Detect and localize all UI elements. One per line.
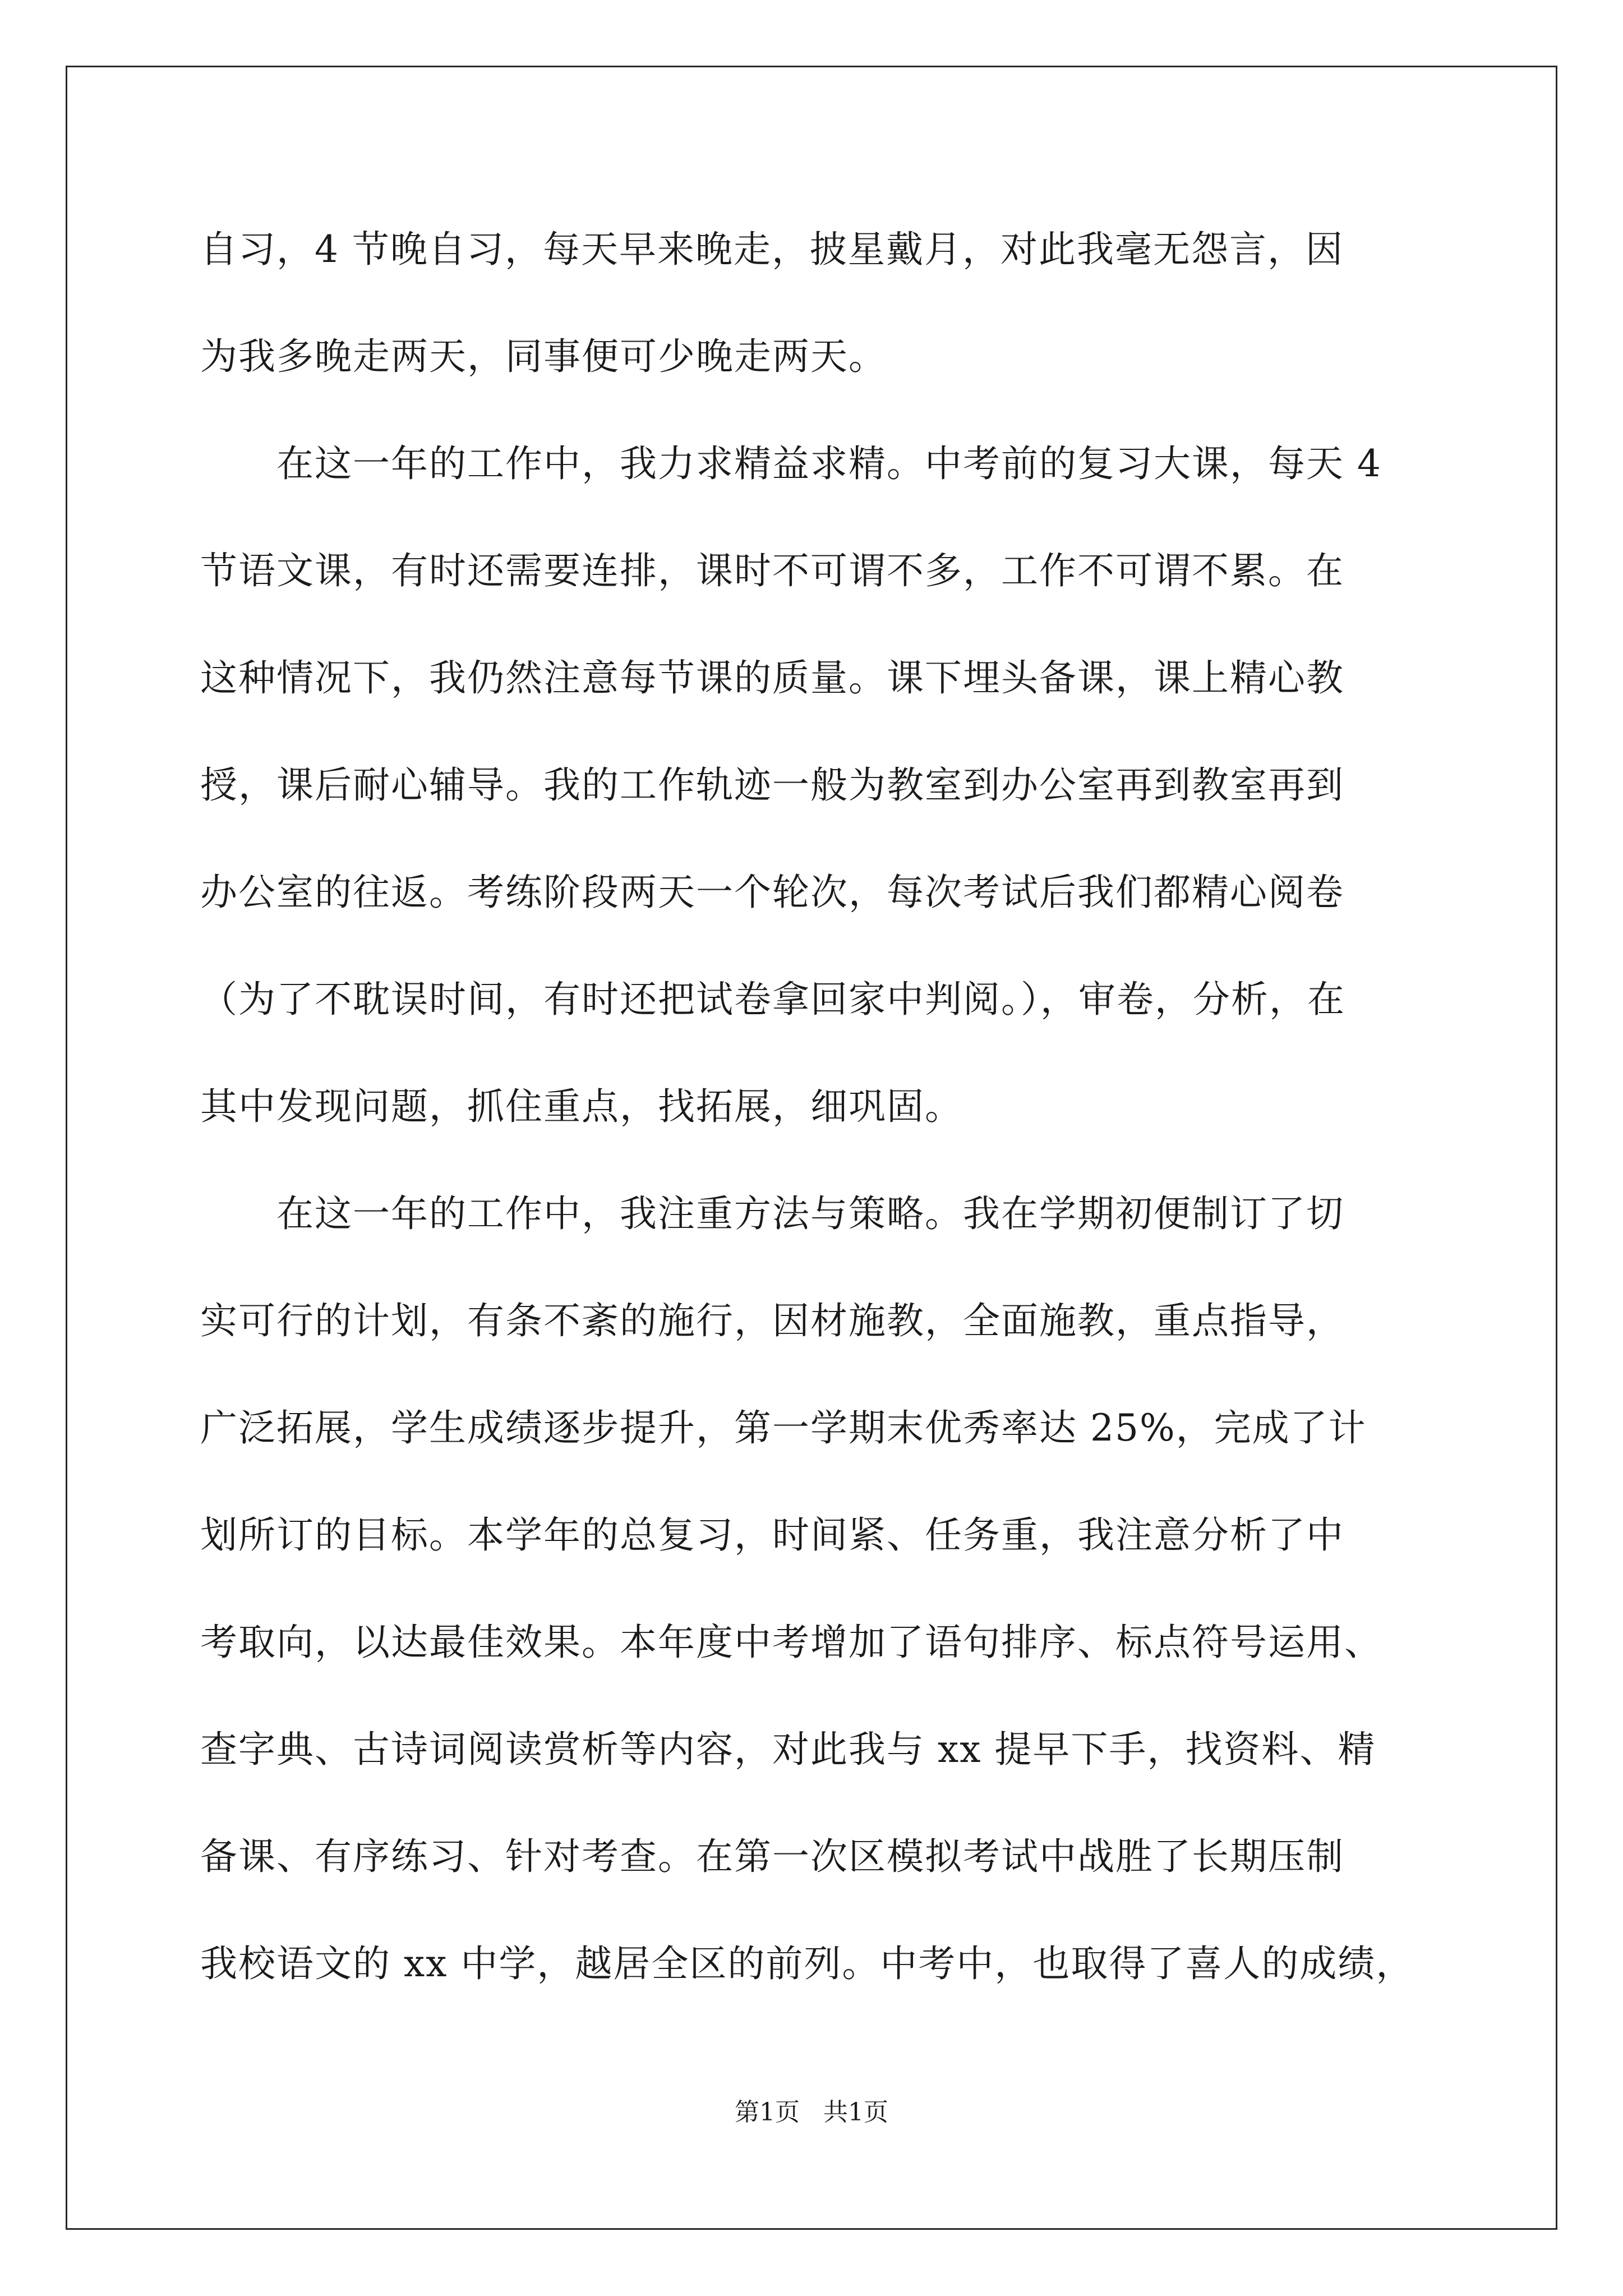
text-line: 在这一年的工作中，我力求精益求精。中考前的复习大课，每天 4 [200, 442, 1382, 485]
text-line: 授，课后耐心辅导。我的工作轨迹一般为教室到办公室再到教室再到 [200, 763, 1344, 807]
text-line: 在这一年的工作中，我注重方法与策略。我在学期初便制订了切 [200, 1192, 1344, 1235]
text-line: 备课、有序练习、针对考查。在第一次区模拟考试中战胜了长期压制 [200, 1835, 1344, 1878]
text-line: 我校语文的 xx 中学，越居全区的前列。中考中，也取得了喜人的成绩， [200, 1942, 1414, 1985]
text-line: （为了不耽误时间，有时还把试卷拿回家中判阅。），审卷，分析，在 [200, 978, 1345, 1021]
text-line: 广泛拓展，学生成绩逐步提升，第一学期末优秀率达 25%，完成了计 [200, 1406, 1367, 1450]
text-line: 办公室的往返。考练阶段两天一个轮次，每次考试后我们都精心阅卷 [200, 871, 1344, 914]
text-line: 其中发现问题，抓住重点，找拓展，细巩固。 [200, 1085, 963, 1128]
text-line: 自习，4 节晚自习，每天早来晚走，披星戴月，对此我毫无怨言，因 [200, 228, 1344, 271]
text-line: 实可行的计划，有条不紊的施行，因材施教，全面施教，重点指导， [200, 1299, 1344, 1342]
text-line: 为我多晚走两天，同事便可少晚走两天。 [200, 335, 887, 378]
text-line: 节语文课，有时还需要连排，课时不可谓不多，工作不可谓不累。在 [200, 549, 1344, 592]
page-border [66, 66, 1557, 2230]
text-line: 考取向，以达最佳效果。本年度中考增加了语句排序、标点符号运用、 [200, 1621, 1382, 1664]
text-line: 查字典、古诗词阅读赏析等内容，对此我与 xx 提早下手，找资料、精 [200, 1728, 1376, 1771]
page-footer: 第1页 共1页 [735, 2098, 888, 2127]
text-line: 划所订的目标。本学年的总复习，时间紧、任务重，我注意分析了中 [200, 1513, 1344, 1557]
text-line: 这种情况下，我仍然注意每节课的质量。课下埋头备课，课上精心教 [200, 656, 1344, 700]
